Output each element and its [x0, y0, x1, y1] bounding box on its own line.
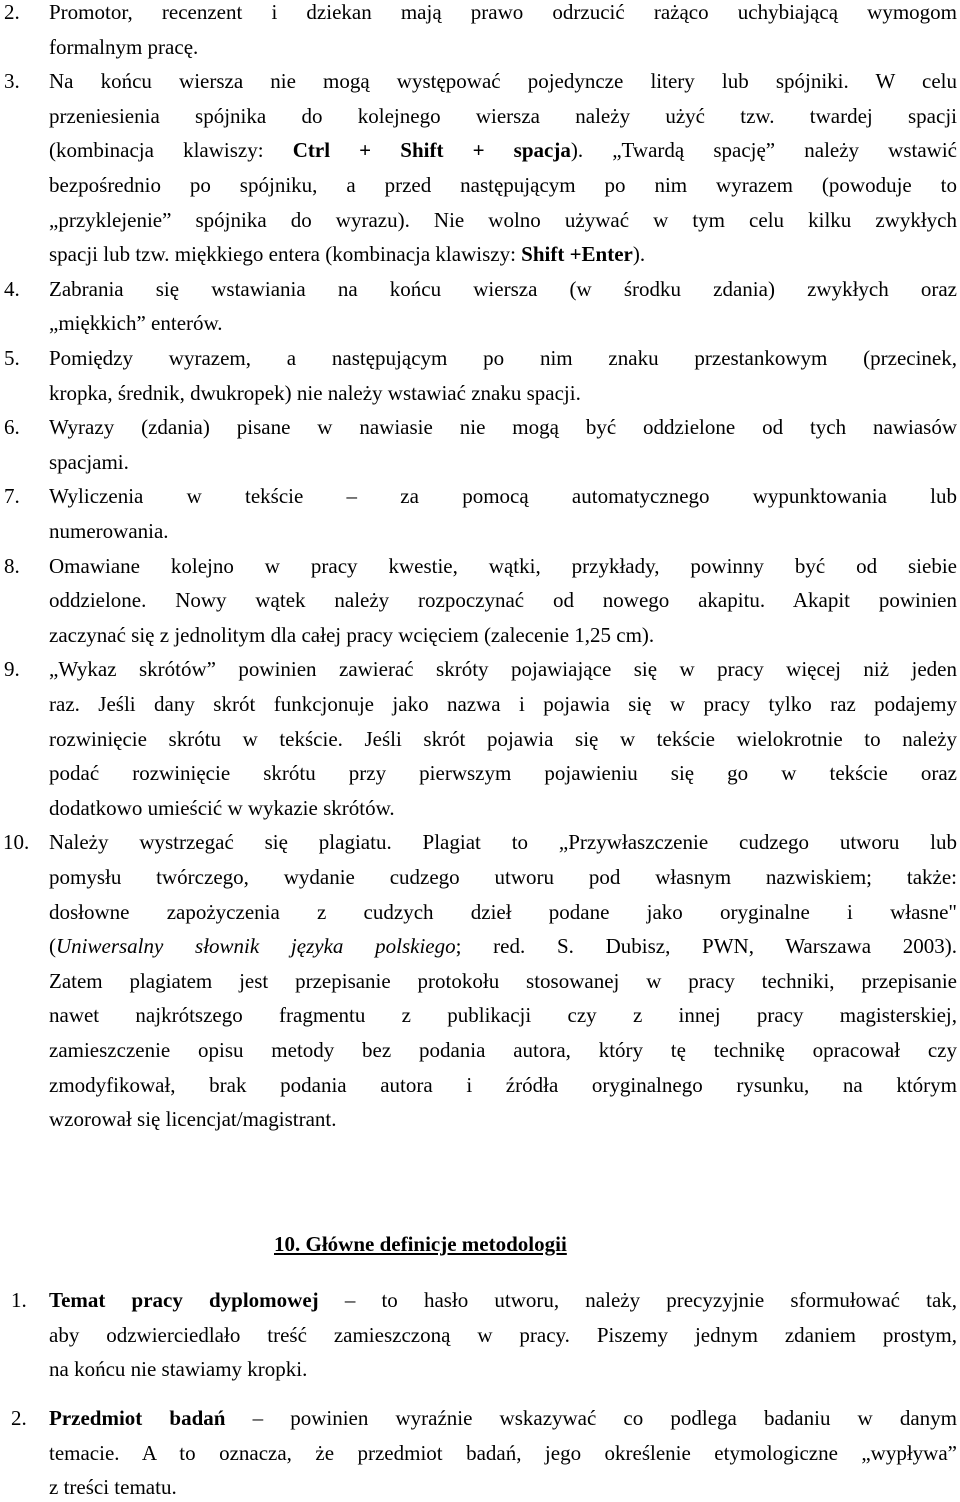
definition-line: temacie. A to oznacza, że przedmiot badań, jego określenie etymologiczne „wypływa” [49, 1440, 957, 1465]
list-item-line: wzorował się licencjat/magistrant. [49, 1107, 337, 1132]
list-item-line: Pomiędzy wyrazem, a następującym po nim znaku przestankowym (przecinek, [49, 346, 957, 370]
definition-number: 1. [11, 1288, 27, 1312]
section-heading: 10. Główne definicje metodologii [274, 1232, 567, 1256]
definition-line: z treści tematu. [49, 1475, 177, 1500]
list-item-line: Należy wystrzegać się plagiatu. Plagiat to „Przywłaszczenie cudzego utworu lub [49, 830, 957, 855]
list-item-line: Na końcu wiersza nie mogą występować pojedyncze litery lub spójniki. W celu [49, 69, 957, 94]
list-item-line: „miękkich” enterów. [49, 311, 223, 336]
list-item-line: dodatkowo umieścić w wykazie skrótów. [49, 795, 395, 820]
list-item-number: 7. [4, 484, 20, 509]
list-item-line: rozwinięcie skrótu w tekście. Jeśli skrót pojawia się w tekście wielokrotnie to należy [49, 726, 957, 751]
list-item-line: formalnym pracę. [49, 34, 199, 59]
list-item-number: 8. [4, 553, 20, 578]
list-item-line: „Wykaz skrótów” powinien zawierać skróty pojawiające się w pracy więcej niż jeden [49, 657, 957, 682]
list-item-line: spacji lub tzw. miękkiego entera (kombinacja klawiszy: Shift +Enter). [49, 242, 646, 267]
list-item-line: (kombinacja klawiszy: Ctrl + Shift + spacja). „Twardą spację” należy wstawić [49, 138, 957, 163]
list-item-number: 4. [4, 276, 20, 301]
list-item-line: bezpośrednio po spójniku, a przed następującym po nim wyrazem (powoduje to [49, 173, 957, 197]
list-item-number: 9. [4, 657, 20, 682]
list-item-number: 5. [4, 346, 20, 370]
list-item-line: zamieszczenie opisu metody bez podania autora, który tę technikę opracował czy [49, 1038, 957, 1062]
definition-line: Przedmiot badań – powinien wyraźnie wskazywać co podlega badaniu w danym [49, 1406, 957, 1430]
list-item-number: 3. [4, 69, 20, 94]
list-item-line: numerowania. [49, 519, 169, 543]
list-item-line: oddzielone. Nowy wątek należy rozpoczynać od nowego akapitu. Akapit powinien [49, 588, 957, 613]
list-item-line: „przyklejenie” spójnika do wyrazu). Nie wolno używać w tym celu kilku zwykłych [49, 207, 957, 232]
list-item-line: dosłowne zapożyczenia z cudzych dzieł podane jako oryginalne i własne" [49, 899, 957, 924]
list-item-line: (Uniwersalny słownik języka polskiego; red. S. Dubisz, PWN, Warszawa 2003). [49, 934, 958, 959]
definition-line: na końcu nie stawiamy kropki. [49, 1357, 308, 1382]
list-item-line: Promotor, recenzent i dziekan mają prawo odrzucić rażąco uchybiającą wymogom [49, 0, 957, 24]
list-item-line: raz. Jeśli dany skrót funkcjonuje jako nazwa i pojawia się w pracy tylko raz podajemy [49, 692, 957, 716]
definition-number: 2. [11, 1406, 27, 1430]
list-item-line: Zabrania się wstawiania na końcu wiersza (w środku zdania) zwykłych oraz [49, 276, 957, 301]
list-item-line: zmodyfikował, brak podania autora i źródła oryginalnego rysunku, na którym [49, 1072, 957, 1097]
list-item-line: spacjami. [49, 449, 129, 474]
list-item-line: zaczynać się z jednolitym dla całej pracy wcięciem (zalecenie 1,25 cm). [49, 622, 655, 647]
list-item-line: nawet najkrótszego fragmentu z publikacji czy z innej pracy magisterskiej, [49, 1003, 957, 1028]
list-item-number: 6. [4, 415, 20, 440]
list-item-line: Wyrazy (zdania) pisane w nawiasie nie mogą być oddzielone od tych nawiasów [49, 415, 957, 440]
list-item-line: pomysłu twórczego, wydanie cudzego utworu pod własnym nazwiskiem; także: [49, 865, 957, 889]
list-item-number: 10. [3, 830, 30, 855]
list-item-line: przeniesienia spójnika do kolejnego wiersza należy użyć tzw. twardej spacji [49, 103, 957, 128]
list-item-number: 2. [4, 0, 20, 24]
list-item-line: Wyliczenia w tekście – za pomocą automatycznego wypunktowania lub [49, 484, 957, 509]
definition-line: aby odzwierciedlało treść zamieszczoną w pracy. Piszemy jednym zdaniem prostym, [49, 1322, 957, 1347]
list-item-line: Zatem plagiatem jest przepisanie protokołu stosowanej w pracy techniki, przepisanie [49, 968, 957, 993]
list-item-line: Omawiane kolejno w pracy kwestie, wątki, przykłady, powinny być od siebie [49, 553, 957, 578]
list-item-line: kropka, średnik, dwukropek) nie należy wstawiać znaku spacji. [49, 380, 581, 405]
definition-line: Temat pracy dyplomowej – to hasło utworu, należy precyzyjnie sformułować tak, [49, 1288, 958, 1312]
list-item-line: podać rozwinięcie skrótu przy pierwszym pojawieniu się go w tekście oraz [49, 761, 957, 786]
